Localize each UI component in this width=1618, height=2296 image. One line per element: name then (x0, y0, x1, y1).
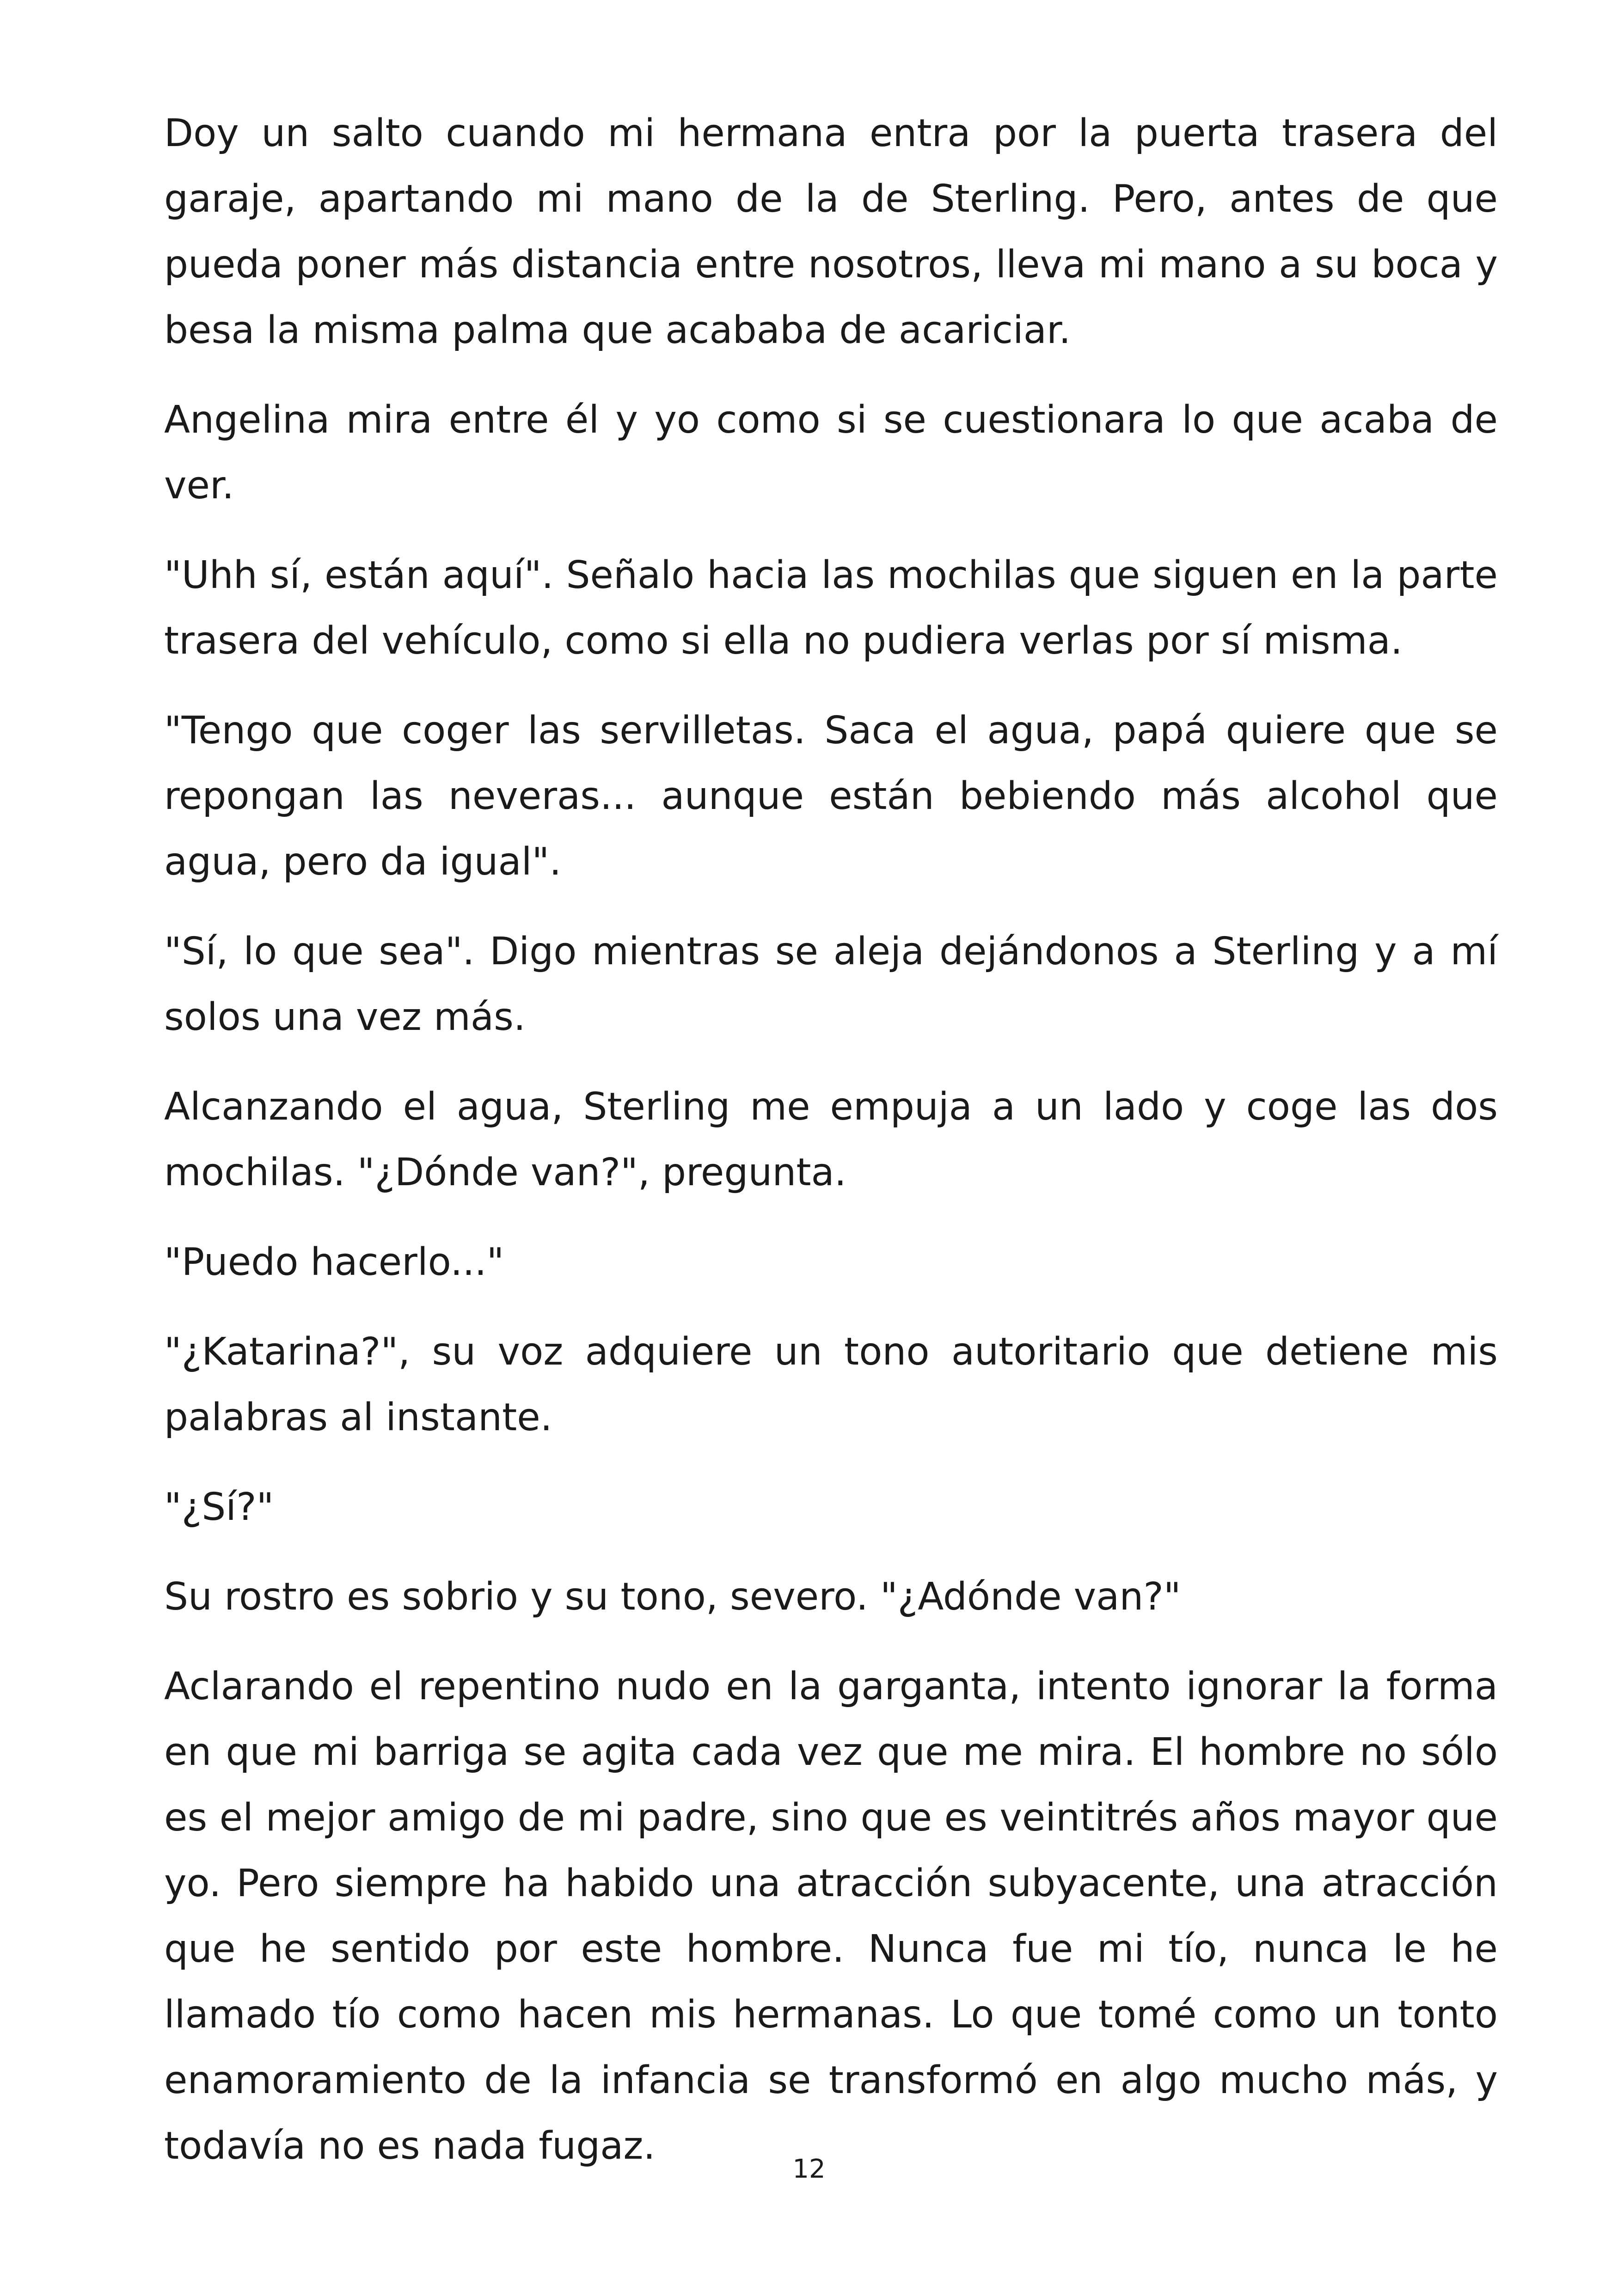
paragraph-7: "Puedo hacerlo..." (164, 1240, 504, 1284)
paragraph-2: Angelina mira entre él y yo como si se cuestionara lo que acaba de ver. (164, 398, 1498, 508)
paragraph-6: Alcanzando el agua, Sterling me empuja a un lado y coge las dos mochilas. "¿Dónde van?", pregunta. (164, 1085, 1498, 1194)
body-text (164, 101, 1498, 2203)
paragraph-8: "¿Katarina?", su voz adquiere un tono autoritario que detiene mis palabras al instante. (164, 1330, 1498, 1439)
paragraph-11: Aclarando el repentino nudo en la garganta, intento ignorar la forma en que mi barriga se agita cada vez que me mira. El hombre no sólo es el mejor amigo de mi padre, sino que es veintitrés años mayor que yo. Pero siempre ha habido una atracción subyacente, una atracción que he sentido por este hombre. Nunca fue mi tío, nunca le he llamado tío como hacen mis hermanas. Lo que tomé como un tonto enamoramiento de la infancia se transformó en algo mucho más, y todavía no es nada fugaz. (164, 1665, 1498, 2168)
paragraph-9: "¿Sí?" (164, 1485, 274, 1529)
paragraph-1: Doy un salto cuando mi hermana entra por la puerta trasera del garaje, apartando mi mano de la de Sterling. Pero, antes de que pueda poner más distancia entre nosotros, lleva mi mano a su boca y besa la misma palma que acababa de acariciar. (164, 111, 1498, 352)
paragraph-5: "Sí, lo que sea". Digo mientras se aleja dejándonos a Sterling y a mí solos una vez más. (164, 930, 1498, 1039)
page-number: 12 (792, 2154, 826, 2184)
paragraph-4: "Tengo que coger las servilletas. Saca el agua, papá quiere que se repongan las neveras... aunque están bebiendo más alcohol que agua, pero da igual". (164, 709, 1498, 884)
paragraph-3: "Uhh sí, están aquí". Señalo hacia las mochilas que siguen en la parte trasera del vehículo, como si ella no pudiera verlas por sí misma. (164, 553, 1498, 663)
paragraph-10: Su rostro es sobrio y su tono, severo. "¿Adónde van?" (164, 1575, 1181, 1619)
